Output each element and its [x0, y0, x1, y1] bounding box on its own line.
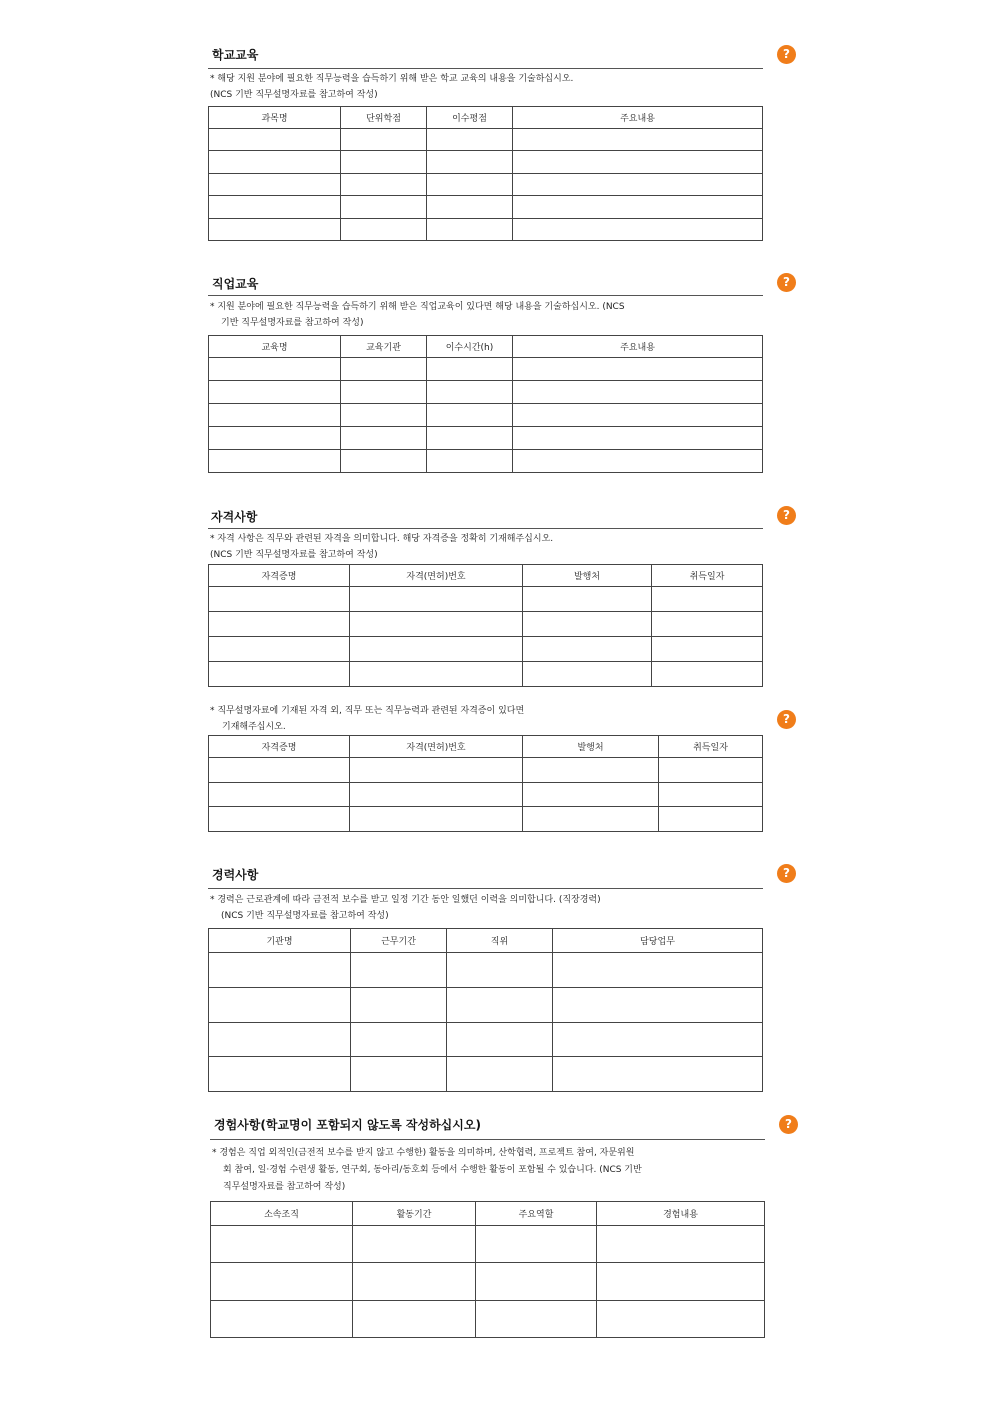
input-cell[interactable] [350, 612, 523, 637]
table-row [209, 987, 763, 1022]
input-cell[interactable] [513, 173, 763, 195]
input-cell[interactable] [209, 450, 341, 473]
input-cell[interactable] [523, 807, 659, 832]
input-cell[interactable] [553, 953, 763, 988]
table-row [209, 218, 763, 240]
input-cell[interactable] [523, 782, 659, 807]
table-row [211, 1226, 765, 1263]
column-header: 발행처 [523, 565, 652, 587]
column-header: 단위학점 [341, 107, 427, 129]
input-cell[interactable] [341, 450, 427, 473]
input-cell[interactable] [209, 587, 350, 612]
vocational-education-table [208, 335, 763, 473]
input-cell[interactable] [209, 218, 341, 240]
table-row [209, 173, 763, 195]
section-title: 학교교육 [212, 48, 259, 62]
input-cell[interactable] [350, 587, 523, 612]
input-cell[interactable] [513, 381, 763, 404]
input-cell[interactable] [659, 782, 763, 807]
input-cell[interactable] [427, 358, 513, 381]
column-header: 경험내용 [597, 1202, 765, 1226]
input-cell[interactable] [513, 218, 763, 240]
input-cell[interactable] [350, 637, 523, 662]
input-cell[interactable] [523, 587, 652, 612]
school-education-table [208, 106, 763, 241]
input-cell[interactable] [513, 129, 763, 151]
column-header: 자격(면허)번호 [350, 565, 523, 587]
table-row [209, 758, 763, 783]
section-note: * 경험은 직업 외적인(금전적 보수를 받지 않고 수행한) 활동을 의미하며, 산학협력, 프로젝트 참여, 자문위원 회 참여, 일·경험 수련생 활동, 연구회, 동아리/동호회 등에서 수행한 활동이 포함될 수 있습니다. (NCS 기반 직무설명자료를 참고하여 작성) [212, 1148, 642, 1192]
section-title: 경력사항 [212, 868, 259, 882]
input-cell[interactable] [553, 1022, 763, 1057]
input-cell[interactable] [427, 450, 513, 473]
input-cell[interactable] [341, 381, 427, 404]
input-cell[interactable] [513, 427, 763, 450]
input-cell[interactable] [476, 1263, 597, 1300]
input-cell[interactable] [427, 218, 513, 240]
input-cell[interactable] [341, 196, 427, 218]
help-icon[interactable]: ? [779, 1115, 798, 1134]
table-row [209, 782, 763, 807]
input-cell[interactable] [209, 807, 350, 832]
input-cell[interactable] [350, 758, 523, 783]
input-cell[interactable] [351, 953, 447, 988]
table-row [209, 612, 763, 637]
input-cell[interactable] [353, 1263, 476, 1300]
input-cell[interactable] [209, 427, 341, 450]
input-cell[interactable] [209, 358, 341, 381]
column-header: 이수시간(h) [427, 336, 513, 358]
section-divider [210, 1139, 765, 1140]
input-cell[interactable] [427, 151, 513, 173]
input-cell[interactable] [209, 1022, 351, 1057]
input-cell[interactable] [209, 151, 341, 173]
input-cell[interactable] [427, 173, 513, 195]
input-cell[interactable] [341, 358, 427, 381]
input-cell[interactable] [427, 427, 513, 450]
input-cell[interactable] [209, 782, 350, 807]
input-cell[interactable] [553, 1057, 763, 1092]
input-cell[interactable] [341, 218, 427, 240]
input-cell[interactable] [209, 637, 350, 662]
column-header: 직위 [447, 929, 553, 953]
section-title: 경험사항(학교명이 포함되지 않도록 작성하십시오) [214, 1118, 481, 1132]
table-row [209, 129, 763, 151]
input-cell[interactable] [447, 1057, 553, 1092]
column-header: 기관명 [209, 929, 351, 953]
input-cell[interactable] [523, 612, 652, 637]
input-cell[interactable] [523, 758, 659, 783]
input-cell[interactable] [209, 129, 341, 151]
input-cell[interactable] [211, 1300, 353, 1337]
input-cell[interactable] [447, 1022, 553, 1057]
table-row [209, 196, 763, 218]
column-header: 활동기간 [353, 1202, 476, 1226]
section-divider [208, 68, 763, 69]
input-cell[interactable] [209, 404, 341, 427]
table-row [209, 587, 763, 612]
input-cell[interactable] [659, 807, 763, 832]
input-cell[interactable] [350, 807, 523, 832]
column-header: 교육명 [209, 336, 341, 358]
input-cell[interactable] [427, 404, 513, 427]
career-table [208, 928, 763, 1092]
table-row [209, 807, 763, 832]
input-cell[interactable] [353, 1226, 476, 1263]
input-cell[interactable] [209, 953, 351, 988]
section-title: 자격사항 [211, 510, 258, 524]
input-cell[interactable] [209, 662, 350, 687]
input-cell[interactable] [597, 1226, 765, 1263]
help-icon[interactable]: ? [777, 45, 796, 64]
input-cell[interactable] [341, 173, 427, 195]
input-cell[interactable] [209, 196, 341, 218]
section-note: * 지원 분야에 필요한 직무능력을 습득하기 위해 받은 직업교육이 있다면 해당 내용을 기술하십시오. (NCS 기반 직무설명자료를 참고하여 작성) [210, 302, 625, 328]
input-cell[interactable] [597, 1300, 765, 1337]
input-cell[interactable] [427, 381, 513, 404]
column-header: 이수평점 [427, 107, 513, 129]
input-cell[interactable] [209, 758, 350, 783]
input-cell[interactable] [353, 1300, 476, 1337]
input-cell[interactable] [597, 1263, 765, 1300]
input-cell[interactable] [427, 196, 513, 218]
section-note: * 경력은 근로관계에 따라 금전적 보수를 받고 일정 기간 동안 일했던 이력을 의미합니다. (직장경력) (NCS 기반 직무설명자료를 참고하여 작성) [210, 895, 601, 921]
input-cell[interactable] [513, 151, 763, 173]
input-cell[interactable] [350, 782, 523, 807]
input-cell[interactable] [513, 450, 763, 473]
table-row [209, 450, 763, 473]
input-cell[interactable] [211, 1263, 353, 1300]
input-cell[interactable] [341, 151, 427, 173]
input-cell[interactable] [652, 637, 763, 662]
section-title: 직업교육 [212, 277, 259, 291]
input-cell[interactable] [209, 987, 351, 1022]
column-header: 소속조직 [211, 1202, 353, 1226]
column-header: 취득일자 [652, 565, 763, 587]
input-cell[interactable] [209, 612, 350, 637]
column-header: 자격(면허)번호 [350, 736, 523, 758]
input-cell[interactable] [476, 1226, 597, 1263]
input-cell[interactable] [652, 662, 763, 687]
input-cell[interactable] [351, 987, 447, 1022]
section-divider [208, 528, 763, 529]
input-cell[interactable] [209, 1057, 351, 1092]
table-row [209, 637, 763, 662]
input-cell[interactable] [427, 129, 513, 151]
input-cell[interactable] [350, 662, 523, 687]
column-header: 과목명 [209, 107, 341, 129]
help-icon[interactable]: ? [777, 273, 796, 292]
column-header: 주요내용 [513, 336, 763, 358]
experience-table [210, 1201, 765, 1338]
column-header: 담당업무 [553, 929, 763, 953]
column-header: 교육기관 [341, 336, 427, 358]
input-cell[interactable] [652, 612, 763, 637]
table-row [209, 1057, 763, 1092]
table-row [211, 1263, 765, 1300]
table-row [209, 427, 763, 450]
column-header: 근무기간 [351, 929, 447, 953]
input-cell[interactable] [659, 758, 763, 783]
input-cell[interactable] [341, 404, 427, 427]
section-note: * 자격 사항은 직무와 관련된 자격을 의미합니다. 해당 자격증을 정확히 기재해주십시오. (NCS 기반 직무설명자료를 참고하여 작성) [210, 534, 554, 560]
input-cell[interactable] [341, 129, 427, 151]
help-icon[interactable]: ? [777, 506, 796, 525]
section-divider [208, 888, 763, 889]
column-header: 발행처 [523, 736, 659, 758]
column-header: 자격증명 [209, 565, 350, 587]
section-divider [208, 295, 763, 296]
table-row [209, 358, 763, 381]
help-icon[interactable]: ? [777, 864, 796, 883]
input-cell[interactable] [351, 1057, 447, 1092]
table-row [209, 381, 763, 404]
help-icon[interactable]: ? [777, 710, 796, 729]
input-cell[interactable] [351, 1022, 447, 1057]
input-cell[interactable] [652, 587, 763, 612]
column-header: 주요역할 [476, 1202, 597, 1226]
input-cell[interactable] [513, 196, 763, 218]
input-cell[interactable] [209, 381, 341, 404]
input-cell[interactable] [476, 1300, 597, 1337]
table-row [209, 404, 763, 427]
column-header: 취득일자 [659, 736, 763, 758]
input-cell[interactable] [513, 358, 763, 381]
input-cell[interactable] [447, 987, 553, 1022]
column-header: 주요내용 [513, 107, 763, 129]
table-row [211, 1300, 765, 1337]
certifications-table [208, 564, 763, 687]
input-cell[interactable] [211, 1226, 353, 1263]
input-cell[interactable] [553, 987, 763, 1022]
other-certifications-table [208, 735, 763, 832]
input-cell[interactable] [447, 953, 553, 988]
input-cell[interactable] [523, 662, 652, 687]
input-cell[interactable] [513, 404, 763, 427]
table-row [209, 662, 763, 687]
input-cell[interactable] [523, 637, 652, 662]
section-note: * 직무설명자료에 기재된 자격 외, 직무 또는 직무능력과 관련된 자격증이 있다면 기재해주십시오. [210, 706, 525, 732]
input-cell[interactable] [209, 173, 341, 195]
column-header: 자격증명 [209, 736, 350, 758]
table-row [209, 953, 763, 988]
section-note: * 해당 지원 분야에 필요한 직무능력을 습득하기 위해 받은 학교 교육의 내용을 기술하십시오. (NCS 기반 직무설명자료를 참고하여 작성) [210, 74, 574, 100]
input-cell[interactable] [341, 427, 427, 450]
table-row [209, 1022, 763, 1057]
table-row [209, 151, 763, 173]
